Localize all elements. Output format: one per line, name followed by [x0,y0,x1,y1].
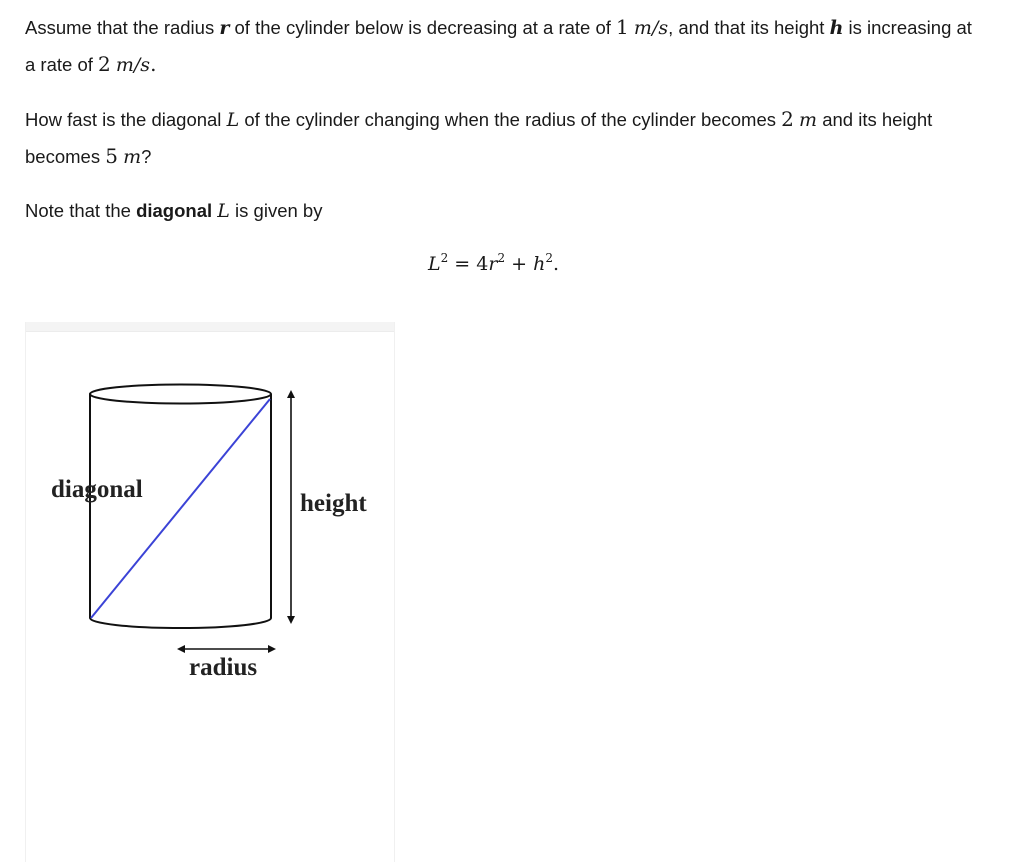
text-segment: of the cylinder below is decreasing at a rate of [229,17,617,38]
diagonal-variable: L [226,109,240,131]
text-segment: Assume that the radius [25,17,220,38]
text-segment: of the cylinder changing when the radius of the cylinder becomes [239,109,782,130]
eq-period: . [552,253,560,275]
height-variable: h [829,17,844,39]
diagonal-note [25,193,985,229]
diagonal-equation [428,248,559,280]
text-segment: is increasing at a rate of [25,17,972,75]
cylinder-diagram [26,322,394,862]
height-unit: m [123,146,142,168]
eq-exponent: 2 [440,251,449,265]
problem-statement-rates [25,9,985,83]
eq-L: L [428,253,441,275]
text-segment: . [150,52,157,76]
text-segment: , and that its height [668,17,830,38]
problem-question [25,101,985,175]
text-segment: is given by [229,200,323,221]
height-rate-unit: m/s [115,54,151,76]
radius-rate-unit: m/s [633,17,669,39]
diagonal-label: diagonal [51,476,143,503]
eq-equals-coefficient: = 4 [448,253,489,275]
text-segment: and its height becomes [25,109,933,167]
eq-r: r [488,253,498,275]
height-label: height [300,490,367,517]
height-rate-value: 2 [98,52,111,76]
cylinder-bottom-arc [90,618,271,628]
radius-value: 2 [781,107,794,131]
diagonal-line [91,399,270,618]
text-segment: Note that the [25,200,137,221]
radius-label: radius [189,654,258,681]
bold-term-diagonal: diagonal [136,200,213,221]
diagonal-variable: L [217,200,230,222]
eq-exponent: 2 [545,251,553,265]
text-segment: How fast is the diagonal [25,109,227,130]
cylinder-figure [25,322,395,862]
radius-unit: m [799,109,818,131]
height-value: 5 [105,144,118,168]
eq-h: h [533,253,546,275]
text-segment: ? [141,146,152,167]
radius-rate-value: 1 [616,15,629,39]
radius-variable: r [219,17,230,39]
cylinder-top-ellipse [90,385,271,404]
eq-exponent: 2 [497,251,506,265]
eq-plus: + [505,253,534,275]
